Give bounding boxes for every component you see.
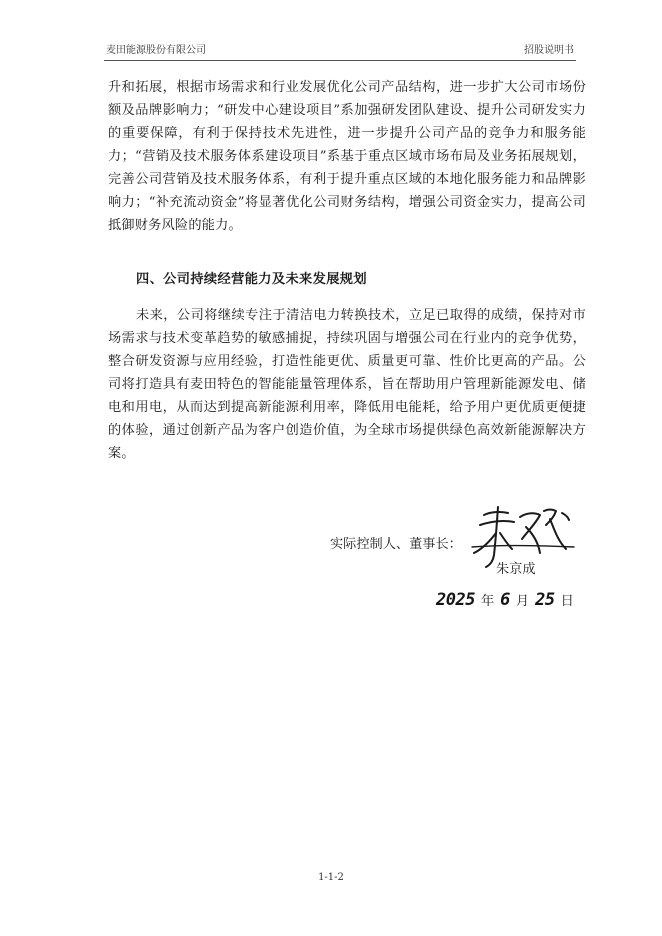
section-heading: 四、公司持续经营能力及未来发展规划 (136, 272, 367, 287)
header-document-type: 招股说明书 (524, 45, 574, 56)
date-day-unit: 日 (560, 594, 574, 609)
paragraph-future-plan: 未来，公司将继续专注于清洁电力转换技术，立足已取得的成绩，保持对市场需求与技术变革趋势的敏感捕捉，持续巩固与增强公司在行业内的竞争优势，整合研发资源与应用经验，打造性能更优、质量更可靠、性价比更高的产品。公司将打造具有麦田特色的智能能量管理体系，旨在帮助用户管理新能源发电、储电和用电，从而达到提高新能源利用率，降低用电能耗，给予用户更优质更便捷的体验，通过创新产品为客户创造价值，为全球市场提供绿色高效新能源解决方案。 (108, 308, 586, 461)
paragraph-use-of-proceeds: 升和拓展，根据市场需求和行业发展优化公司产品结构，进一步扩大公司市场份额及品牌影响力；“研发中心建设项目”系加强研发团队建设、提升公司研发实力的重要保障，有利于保持技术先进性，进一步提升公司产品的竞争力和服务能力；“营销及技术服务体系建设项目”系基于重点区域市场布局及业务拓展规划，完善公司营销及技术服务体系，有利于提升重点区域的本地化服务能力和品牌影响力；“补充流动资金”将显著优化公司财务结构，增强公司资金实力，提高公司抵御财务风险的能力。 (108, 80, 586, 233)
signer-name: 朱京成 (496, 562, 536, 577)
date-year: 2025 (436, 590, 475, 610)
signature-date (436, 588, 580, 612)
date-day: 25 (535, 590, 555, 610)
signature-label: 实际控制人、董事长： (330, 537, 462, 552)
page-header (104, 40, 576, 61)
date-year-unit: 年 (480, 594, 495, 609)
date-month: 6 (500, 590, 510, 610)
page-number: 1-1-2 (318, 872, 344, 883)
date-month-unit: 月 (515, 594, 530, 609)
header-company-name: 麦田能源股份有限公司 (106, 45, 206, 56)
